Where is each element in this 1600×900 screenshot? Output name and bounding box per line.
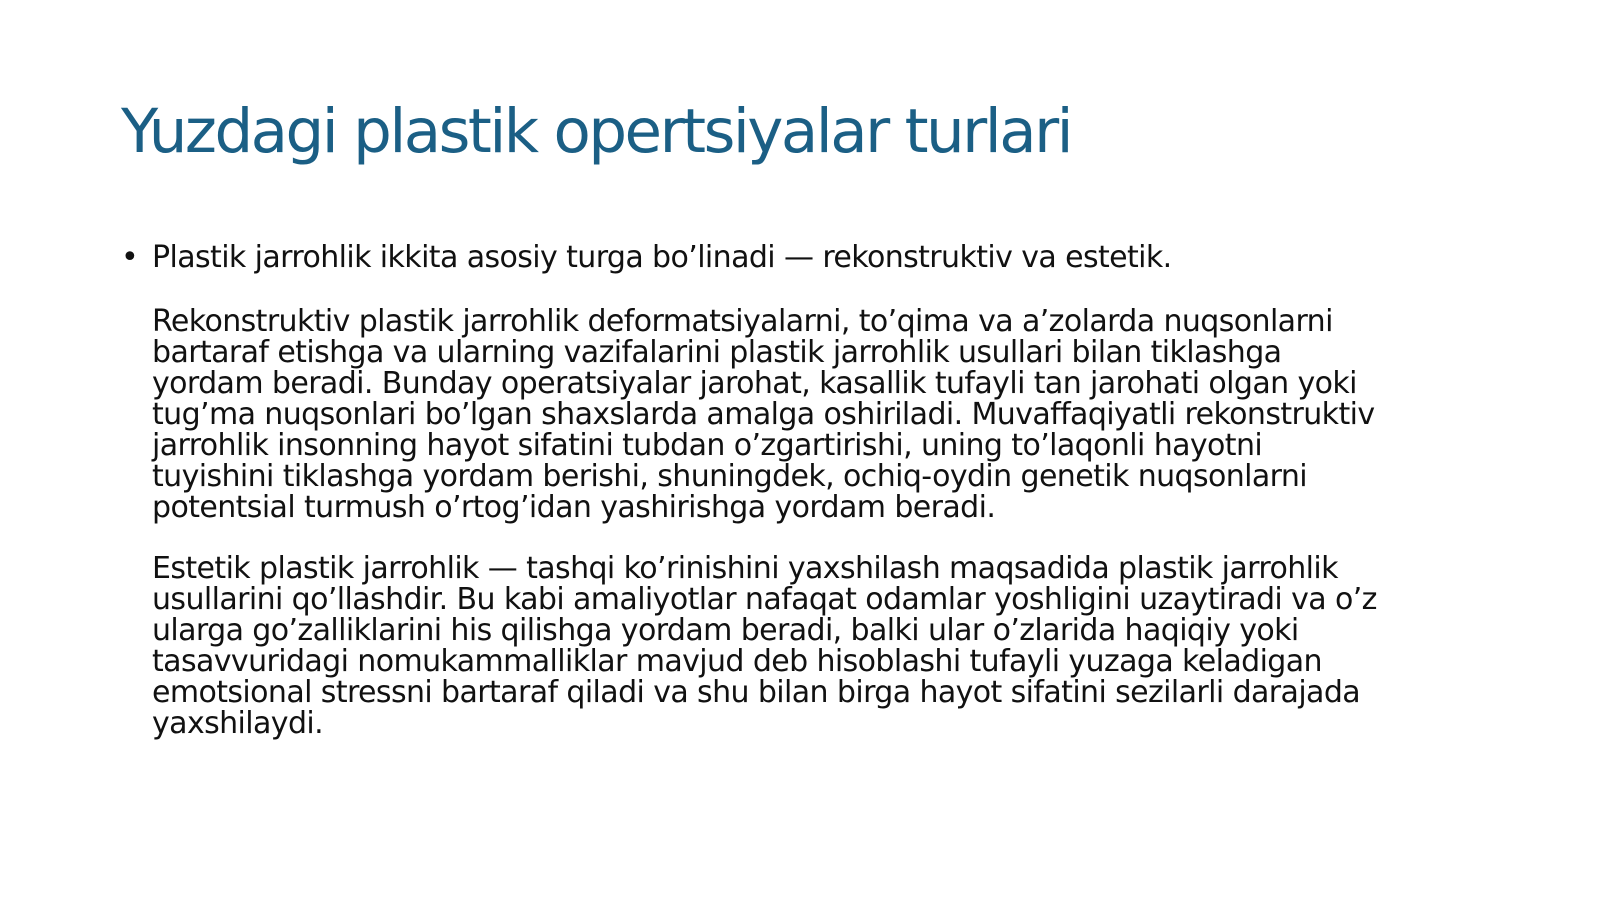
bullet-item	[121, 236, 1521, 280]
paragraph-line: potentsial turmush o’rtog’idan yashirishga yordam beradi.	[152, 490, 996, 525]
paragraph-line: yaxshilaydi.	[152, 706, 324, 741]
paragraph-line: tug’ma nuqsonlari bo’lgan shaxslarda amalga oshiriladi. Muvaffaqiyatli rekonstruktiv	[152, 397, 1375, 432]
paragraph-line: tasavvuridagi nomukammalliklar mavjud deb hisoblashi tufayli yuzaga keladigan	[152, 644, 1322, 679]
bullet-text: Plastik jarrohlik ikkita asosiy turga bo’linadi — rekonstruktiv va estetik.	[152, 240, 1172, 275]
paragraph-line: yordam beradi. Bunday operatsiyalar jarohat, kasallik tufayli tan jarohati olgan yoki	[152, 366, 1357, 401]
paragraph-line: ularga go’zalliklarini his qilishga yordam beradi, balki ular o’zlarida haqiqiy yoki	[152, 613, 1299, 648]
paragraph-line: emotsional stressni bartaraf qiladi va shu bilan birga hayot sifatini sezilarli darajada	[152, 675, 1361, 710]
paragraph-reconstructive	[152, 306, 1532, 523]
slide-body	[121, 236, 1521, 739]
paragraph-line: bartaraf etishga va ularning vazifalarini plastik jarrohlik usullari bilan tiklashga	[152, 335, 1282, 370]
slide-title: Yuzdagi plastik opertsiyalar turlari	[121, 96, 1072, 167]
paragraph-line: Rekonstruktiv plastik jarrohlik deformatsiyalarni, to’qima va a’zolarda nuqsonlarni	[152, 304, 1333, 339]
bullet-dot-icon: •	[121, 240, 139, 275]
paragraph-line: usullarini qo’llashdir. Bu kabi amaliyotlar nafaqat odamlar yoshligini uzaytiradi va o’z	[152, 582, 1377, 617]
paragraph-line: Estetik plastik jarrohlik — tashqi ko’rinishini yaxshilash maqsadida plastik jarrohlik	[152, 551, 1338, 586]
paragraph-line: jarrohlik insonning hayot sifatini tubdan o’zgartirishi, uning to’laqonli hayotni	[152, 428, 1263, 463]
paragraph-aesthetic	[152, 553, 1532, 739]
paragraph-line: tuyishini tiklashga yordam berishi, shuningdek, ochiq-oydin genetik nuqsonlarni	[152, 459, 1308, 494]
